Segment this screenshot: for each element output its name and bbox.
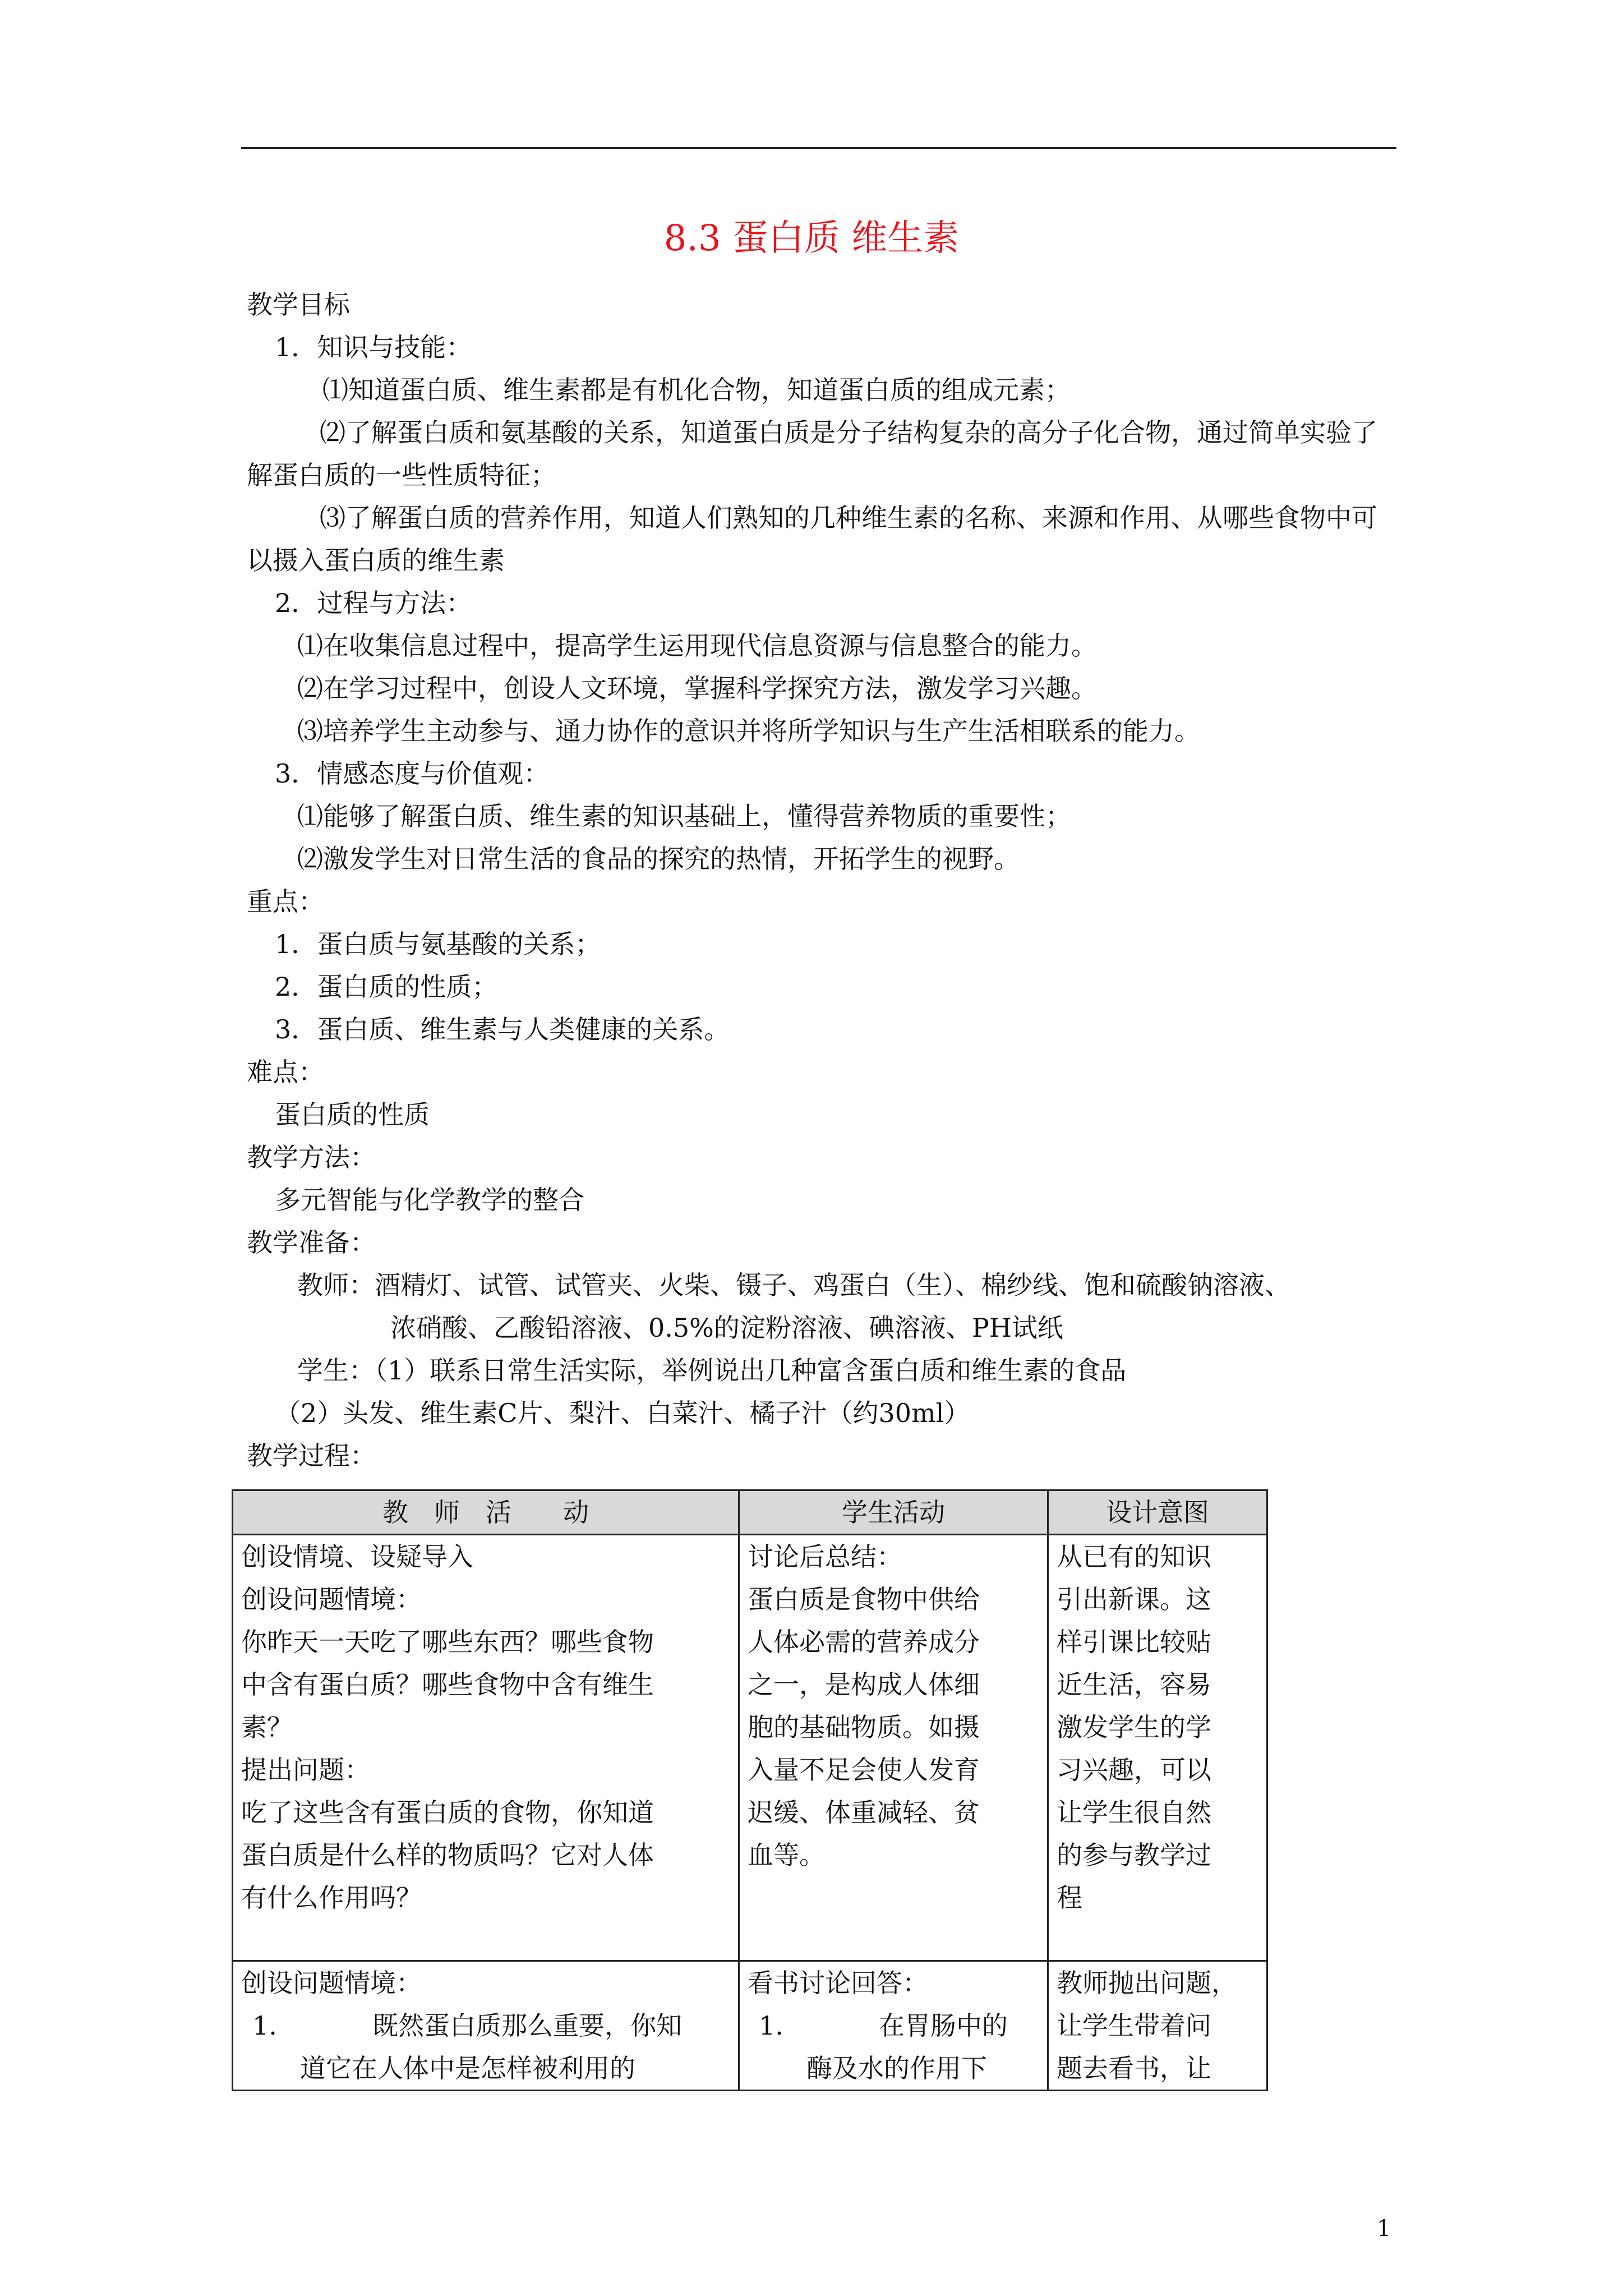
- header-rule: [241, 147, 1396, 149]
- text-line: 习兴趣，可以: [1057, 1755, 1211, 1785]
- header-design-intent: 设计意图: [1048, 1490, 1267, 1535]
- difficulties-text: 蛋白质的性质: [275, 1099, 430, 1130]
- text-line: 迟缓、体重减轻、贫: [748, 1797, 980, 1828]
- process-item-1: ⑴在收集信息过程中，提高学生运用现代信息资源与信息整合的能力。: [297, 631, 1097, 661]
- text-line: 吃了这些含有蛋白质的食物，你知道: [241, 1797, 654, 1828]
- student-materials-line-2: （2）头发、维生素C片、梨汁、白菜汁、橘子汁（约30ml）: [275, 1398, 970, 1428]
- page-title: 8.3 蛋白质 维生素: [663, 218, 960, 259]
- text-line: 样引课比较贴: [1057, 1627, 1211, 1657]
- key-point-3: 3．蛋白质、维生素与人类健康的关系。: [275, 1014, 730, 1045]
- text-line: 在胃肠中的: [879, 2010, 1008, 2041]
- knowledge-item-1: ⑴知道蛋白质、维生素都是有机化合物，知道蛋白质的组成元素；: [322, 375, 1071, 405]
- objectives-heading: 教学目标: [247, 289, 350, 320]
- text-line: 从已有的知识: [1057, 1542, 1211, 1572]
- text-line: 让学生很自然: [1057, 1797, 1211, 1828]
- text-line: 胞的基础物质。如摄: [748, 1712, 980, 1742]
- text-line: 之一，是构成人体细: [748, 1669, 980, 1700]
- text-line: 引出新课。这: [1057, 1584, 1211, 1614]
- text-line: 有什么作用吗？: [241, 1883, 422, 1913]
- list-number: 1.: [759, 2010, 783, 2041]
- text-line: 讨论后总结：: [748, 1542, 902, 1572]
- design-intent-cell: [1048, 1961, 1267, 2091]
- numbered-line: [748, 2004, 1039, 2047]
- list-number: 1.: [252, 2010, 277, 2041]
- teacher-materials-line-2: 浓硝酸、乙酸铅溶液、0.5%的淀粉溶液、碘溶液、PH试纸: [390, 1313, 1063, 1343]
- difficulties-heading: 难点：: [247, 1057, 324, 1087]
- numbered-line: [241, 2004, 730, 2047]
- attitude-label: 3．情感态度与价值观：: [275, 758, 550, 789]
- preparation-heading: 教学准备：: [247, 1227, 376, 1258]
- table-row: [233, 1961, 1267, 2091]
- text-line: 创设问题情境：: [241, 1584, 422, 1614]
- text-line: 入量不足会使人发育: [748, 1755, 980, 1785]
- process-item-2: ⑵在学习过程中，创设人文环境，掌握科学探究方法，激发学习兴趣。: [297, 673, 1097, 703]
- text-line: 人体必需的营养成分: [748, 1627, 980, 1657]
- text-line: 你昨天一天吃了哪些东西？哪些食物: [241, 1627, 654, 1657]
- header-teacher-activity: 教 师 活 动: [233, 1490, 739, 1535]
- page-number: 1: [1377, 2216, 1391, 2242]
- design-intent-cell: [1048, 1535, 1267, 1961]
- table-row: [233, 1535, 1267, 1961]
- text-line: 创设问题情境：: [241, 1968, 422, 1998]
- text-line: 道它在人体中是怎样被利用的: [300, 2053, 635, 2083]
- knowledge-item-2: ⑵了解蛋白质和氨基酸的关系，知道蛋白质是分子结构复杂的高分子化合物，通过简单实验了解蛋白质的一些性质特征；: [247, 417, 1377, 490]
- text-line: 让学生带着问: [1057, 2010, 1211, 2041]
- text-line: 既然蛋白质那么重要，你知: [372, 2010, 682, 2041]
- text-line: 的参与教学过: [1057, 1840, 1211, 1870]
- text-line: 血等。: [748, 1840, 825, 1870]
- text-line: 蛋白质是食物中供给: [748, 1584, 980, 1614]
- text-line: 题去看书，让: [1057, 2053, 1211, 2083]
- text-line: 提出问题：: [241, 1755, 370, 1785]
- text-line: 中含有蛋白质？哪些食物中含有维生: [241, 1669, 654, 1700]
- process-item-3: ⑶培养学生主动参与、通力协作的意识并将所学知识与生产生活相联系的能力。: [297, 716, 1200, 746]
- key-point-2: 2．蛋白质的性质；: [275, 972, 498, 1002]
- attitude-item-1: ⑴能够了解蛋白质、维生素的知识基础上，懂得营养物质的重要性；: [297, 801, 1071, 831]
- student-activity-cell: [739, 1961, 1048, 2091]
- knowledge-item-3: ⑶了解蛋白质的营养作用，知道人们熟知的几种维生素的名称、来源和作用、从哪些食物中可以摄入蛋白质的维生素: [247, 503, 1377, 576]
- table-header-row: [233, 1490, 1267, 1535]
- header-student-activity: 学生活动: [739, 1490, 1048, 1535]
- method-heading: 教学方法：: [247, 1142, 376, 1172]
- process-heading: 教学过程：: [247, 1441, 376, 1471]
- text-line: 创设情境、设疑导入: [241, 1542, 473, 1572]
- method-text: 多元智能与化学教学的整合: [275, 1185, 584, 1215]
- text-line: 激发学生的学: [1057, 1712, 1211, 1742]
- text-line: 近生活，容易: [1057, 1669, 1211, 1700]
- text-line: 教师抛出问题，: [1057, 1968, 1237, 1998]
- teacher-activity-cell: [233, 1535, 739, 1961]
- text-line: 程: [1057, 1883, 1082, 1913]
- text-line: 蛋白质是什么样的物质吗？它对人体: [241, 1840, 654, 1870]
- process-label: 2．过程与方法：: [275, 588, 472, 618]
- teacher-activity-cell: [233, 1961, 739, 2091]
- text-line: 素？: [241, 1712, 293, 1742]
- document-body: [247, 283, 1396, 1477]
- lesson-process-table: [232, 1489, 1268, 2091]
- teacher-materials-line-1: 教师：酒精灯、试管、试管夹、火柴、镊子、鸡蛋白（生）、棉纱线、饱和硫酸钠溶液、: [297, 1270, 1290, 1300]
- student-activity-cell: [739, 1535, 1048, 1961]
- text-line: 看书讨论回答：: [748, 1968, 928, 1998]
- knowledge-label: 1．知识与技能：: [275, 332, 472, 362]
- text-line: 酶及水的作用下: [806, 2053, 987, 2083]
- key-points-heading: 重点：: [247, 886, 324, 917]
- key-point-1: 1．蛋白质与氨基酸的关系；: [275, 929, 601, 959]
- student-materials-line-1: 学生：（1）联系日常生活实际，举例说出几种富含蛋白质和维生素的食品: [297, 1355, 1127, 1386]
- attitude-item-2: ⑵激发学生对日常生活的食品的探究的热情，开拓学生的视野。: [297, 844, 1020, 874]
